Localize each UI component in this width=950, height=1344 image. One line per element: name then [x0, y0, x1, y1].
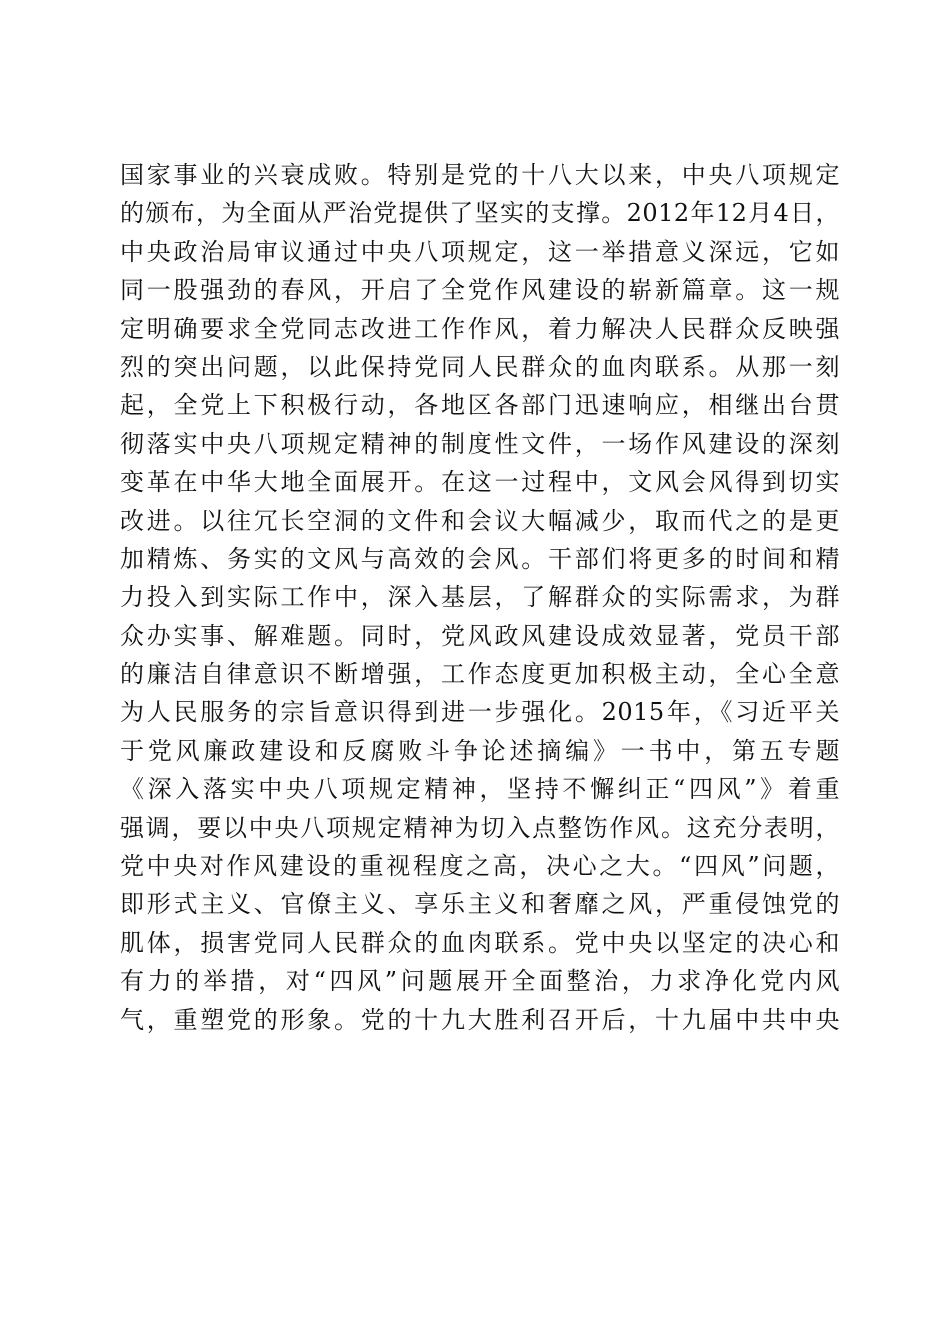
text-line: 定明确要求全党同志改进工作作风，着力解决人民群众反映强 — [120, 314, 840, 343]
text-line: 国家事业的兴衰成败。特别是党的十八大以来，中央八项规定 — [120, 161, 840, 189]
text-line: 强调，要以中央八项规定精神为切入点整饬作风。这充分表明， — [120, 813, 840, 842]
text-line: 加精炼、务实的文风与高效的会风。干部们将更多的时间和精 — [120, 544, 840, 573]
text-line: 《深入落实中央八项规定精神，坚持不懈纠正“四风”》着重 — [120, 775, 840, 804]
text-line: 同一股强劲的春风，开启了全党作风建设的崭新篇章。这一规 — [120, 276, 840, 305]
text-line: 力投入到实际工作中，深入基层，了解群众的实际需求，为群 — [120, 583, 840, 612]
text-line: 党中央对作风建设的重视程度之高，决心之大。“四风”问题， — [120, 852, 840, 881]
text-line: 烈的突出问题，以此保持党同人民群众的血肉联系。从那一刻 — [120, 352, 840, 381]
text-line: 改进。以往冗长空洞的文件和会议大幅减少，取而代之的是更 — [120, 506, 840, 535]
text-line: 有力的举措，对“四风”问题展开全面整治，力求净化党内风 — [120, 967, 840, 996]
text-line: 于党风廉政建设和反腐败斗争论述摘编》一书中，第五专题 — [120, 736, 840, 765]
text-line: 变革在中华大地全面展开。在这一过程中，文风会风得到切实 — [120, 468, 840, 497]
text-line: 起，全党上下积极行动，各地区各部门迅速响应，相继出台贯 — [120, 391, 840, 420]
text-line: 为人民服务的宗旨意识得到进一步强化。2015年，《习近平关 — [120, 698, 840, 727]
text-line: 彻落实中央八项规定精神的制度性文件，一场作风建设的深刻 — [120, 429, 840, 458]
text-line: 气，重塑党的形象。党的十九大胜利召开后，十九届中共中央 — [120, 1005, 840, 1034]
text-line: 的廉洁自律意识不断增强，工作态度更加积极主动，全心全意 — [120, 660, 840, 689]
text-line: 众办实事、解难题。同时，党风政风建设成效显著，党员干部 — [120, 621, 840, 650]
text-line: 的颁布，为全面从严治党提供了坚实的支撑。2012年12月4日， — [120, 199, 840, 228]
body-paragraph — [120, 156, 840, 1039]
text-line: 肌体，损害党同人民群众的血肉联系。党中央以坚定的决心和 — [120, 928, 840, 957]
text-line: 即形式主义、官僚主义、享乐主义和奢靡之风，严重侵蚀党的 — [120, 890, 840, 919]
text-line: 中央政治局审议通过中央八项规定，这一举措意义深远，它如 — [120, 237, 840, 266]
